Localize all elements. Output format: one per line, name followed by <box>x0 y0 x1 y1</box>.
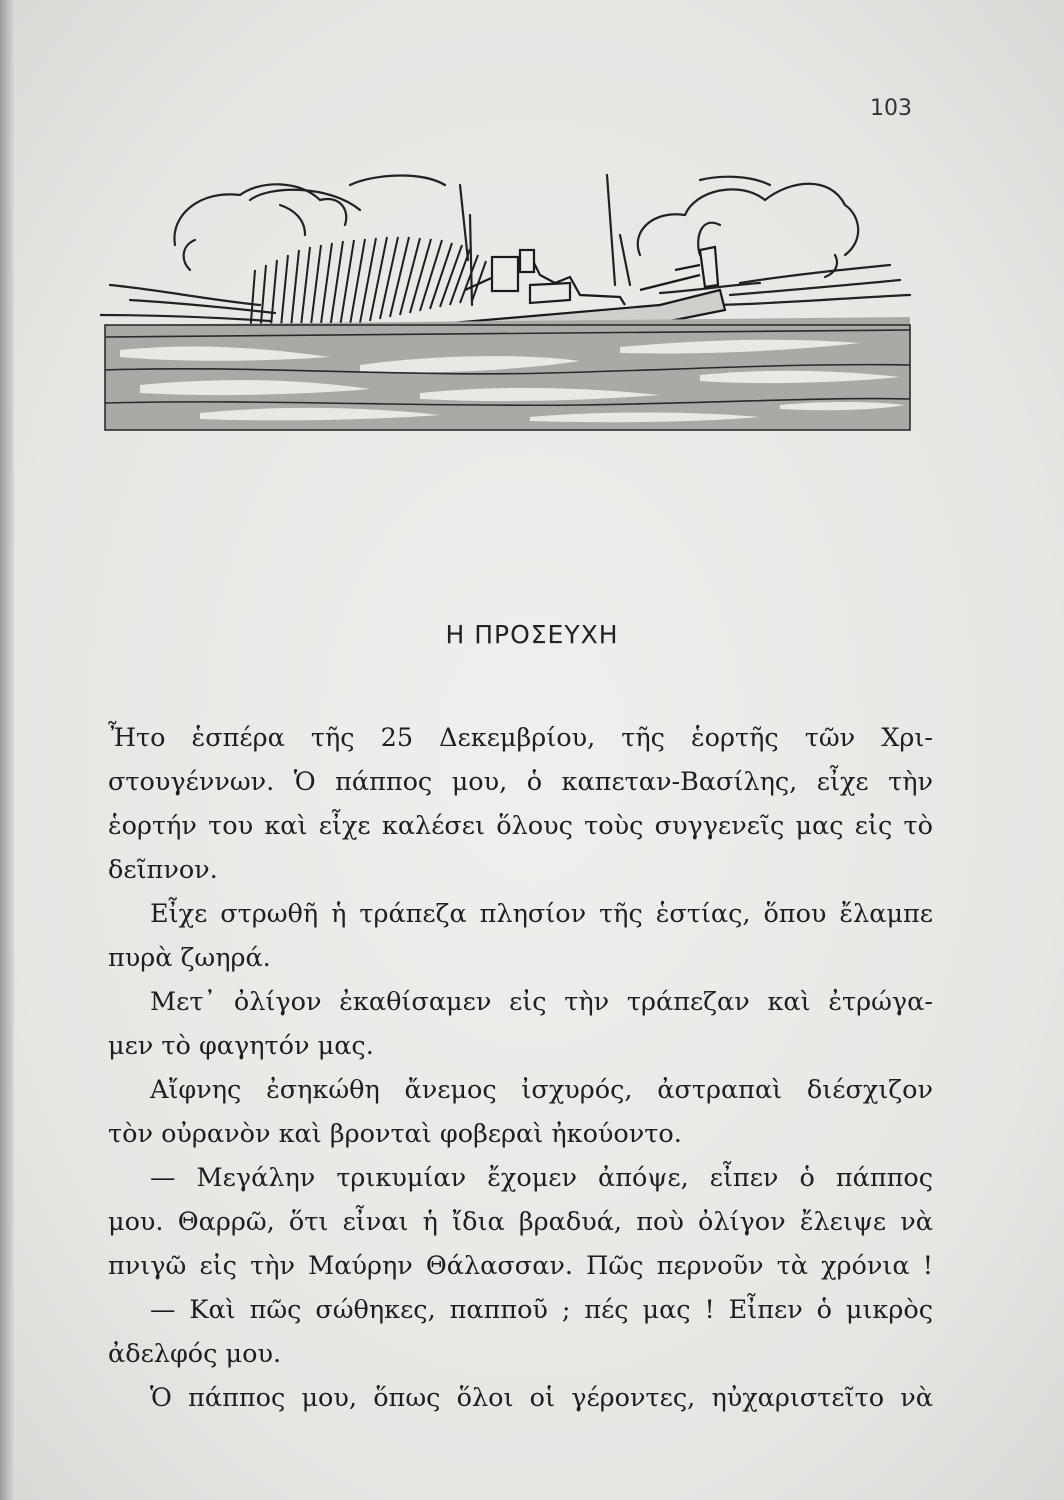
page-number: 103 <box>870 96 912 121</box>
text-line: Μετ᾽ ὀλίγον ἐκαθίσαμεν εἰς τὴν τράπεζαν καὶ ἐτρώγα- <box>150 987 933 1017</box>
text-line: ἀδελφός μου. <box>108 1339 282 1369</box>
text-line: δεῖπνον. <box>108 855 218 885</box>
text-line: τὸν οὐρανὸν καὶ βρονταὶ φοβεραὶ ἠκούοντο. <box>108 1119 682 1149</box>
text-line: στουγέννων. Ὁ πάππος μου, ὁ καπεταν-Βασίλης, εἶχε τὴν <box>108 767 933 797</box>
text-line: Εἶχε στρωθῆ ἡ τράπεζα πλησίον τῆς ἑστίας, ὅπου ἔλαμπε <box>150 899 933 929</box>
text-line: — Μεγάλην τρικυμίαν ἔχομεν ἀπόψε, εἶπεν ὁ πάππος <box>150 1163 933 1193</box>
text-line: μου. Θαρρῶ, ὅτι εἶναι ἡ ἴδια βραδυά, ποὺ ὀλίγον ἔλειψε νὰ <box>108 1207 933 1237</box>
steamship-in-storm-illustration <box>100 165 915 435</box>
text-line: — Καὶ πῶς σώθηκες, παπποῦ ; πές μας ! Εἶπεν ὁ μικρὸς <box>150 1295 933 1325</box>
text-line: πνιγῶ εἰς τὴν Μαύρην Θάλασσαν. Πῶς περνοῦν τὰ χρόνια ! <box>108 1251 933 1281</box>
text-line: Αἴφνης ἐσηκώθη ἄνεμος ἰσχυρός, ἀστραπαὶ διέσχιζον <box>150 1075 933 1105</box>
body-text <box>108 716 933 1420</box>
chapter-title: Η ΠΡΟΣΕΥΧΗ <box>445 620 619 649</box>
text-line: πυρὰ ζωηρά. <box>108 943 271 973</box>
text-line: ἑορτήν του καὶ εἶχε καλέσει ὅλους τοὺς συγγενεῖς μας εἰς τὸ <box>108 811 933 841</box>
text-line: μεν τὸ φαγητόν μας. <box>108 1031 374 1061</box>
text-line: Ὁ πάππος μου, ὅπως ὅλοι οἱ γέροντες, ηὐχαριστεῖτο νὰ <box>150 1383 933 1413</box>
text-line: Ἦτο ἑσπέρα τῆς 25 Δεκεμβρίου, τῆς ἑορτῆς τῶν Χρι- <box>108 723 933 753</box>
page-binding-shadow <box>0 0 14 1500</box>
